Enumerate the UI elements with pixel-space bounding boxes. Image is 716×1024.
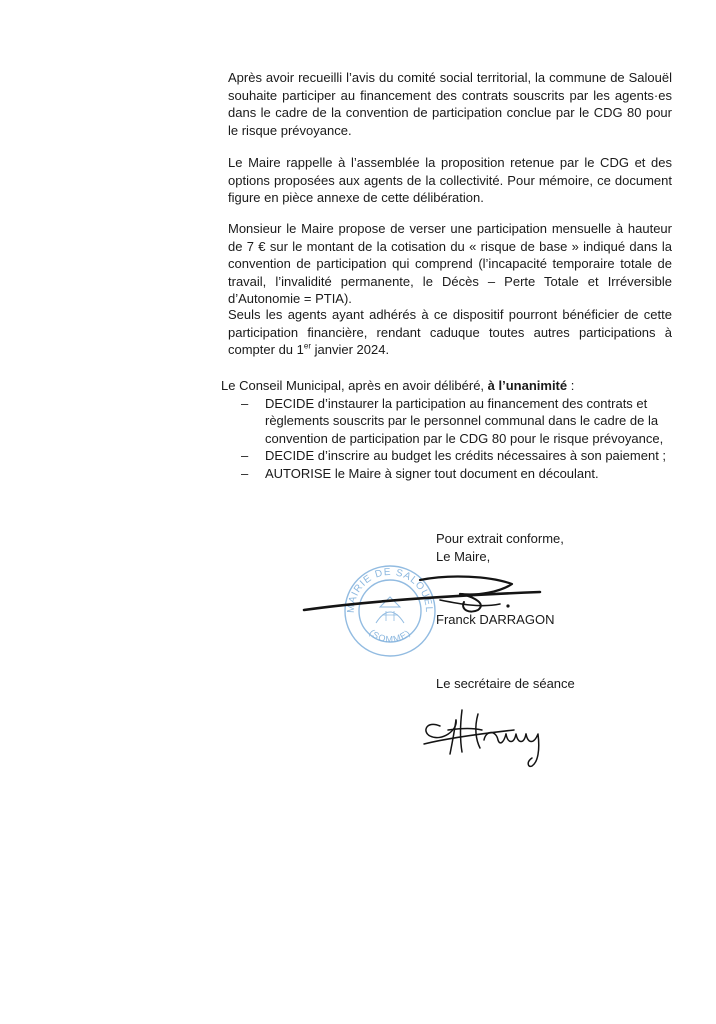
council-colon: : — [567, 378, 575, 393]
mayor-name: Franck DARRAGON — [436, 612, 555, 627]
mayor-role: Le Maire, — [436, 549, 491, 564]
paragraph-committee-opinion: Après avoir recueilli l’avis du comité social territorial, la commune de Salouël souhaite participer au financement des contrats souscrits par les agents·es dans le cadre de la convention de participation conclue par le CDG 80 pour le risque prévoyance. — [228, 70, 672, 138]
decision-item — [221, 465, 691, 483]
decision-text: le Maire à signer tout document en découlant. — [331, 465, 599, 481]
svg-text:(SOMME) — [367, 627, 412, 644]
decision-text: d’instaurer la participation au financement des contrats et règlements souscrits par le personnel communal dans le cadre de la convention de participation par le CDG 80 pour le risque prévoyance, — [265, 395, 664, 446]
eligibility-text: Seuls les agents ayant adhérés à ce dispositif pourront bénéficier de cette participation financière, rendant caduque toutes autres participations à compter du 1 — [228, 307, 672, 357]
council-decision-block — [221, 377, 691, 482]
extract-conformity-line: Pour extrait conforme, — [436, 531, 564, 546]
decision-item — [221, 395, 691, 448]
decision-list — [221, 395, 691, 483]
decision-keyword: DECIDE — [265, 395, 315, 411]
secretary-signature — [418, 700, 568, 770]
eligibility-date: janvier 2024. — [311, 342, 390, 357]
decision-keyword: AUTORISE — [265, 465, 332, 481]
council-intro-text: Le Conseil Municipal, après en avoir délibéré, — [221, 378, 488, 393]
certification-block — [436, 530, 564, 566]
stamp-top-text: MAIRIE DE SALOUEL — [345, 566, 435, 614]
ordinal-superscript: er — [303, 341, 311, 351]
paragraph-mayor-reminder: Le Maire rappelle à l’assemblée la proposition retenue par le CDG et des options proposées aux agents de la collectivité. Pour mémoire, ce document figure en pièce annexe de cette délibération. — [228, 155, 672, 205]
paragraph-participation-proposal: Monsieur le Maire propose de verser une participation mensuelle à hauteur de 7 € sur le montant de la cotisation du « risque de base » indiqué dans la convention de participation qui comprend (l’incapacité temporaire totale de travail, l’invalidité permanente, le Décès – Perte Totale et Irréversible d’Autonomie = PTIA). — [228, 221, 672, 306]
decision-item — [221, 447, 691, 465]
list-dash: – — [241, 395, 249, 411]
paragraph-eligibility — [228, 306, 672, 359]
list-dash: – — [241, 448, 249, 463]
decision-text: d’inscrire au budget les crédits nécessaires à son paiement ; — [314, 448, 667, 463]
decision-keyword: DECIDE — [265, 448, 315, 463]
council-intro — [221, 377, 691, 395]
list-dash: – — [241, 465, 249, 481]
stamp-bottom-text: (SOMME) — [367, 627, 413, 645]
unanimity-emphasis: à l’unanimité — [487, 378, 568, 393]
secretary-label: Le secrétaire de séance — [436, 676, 575, 691]
